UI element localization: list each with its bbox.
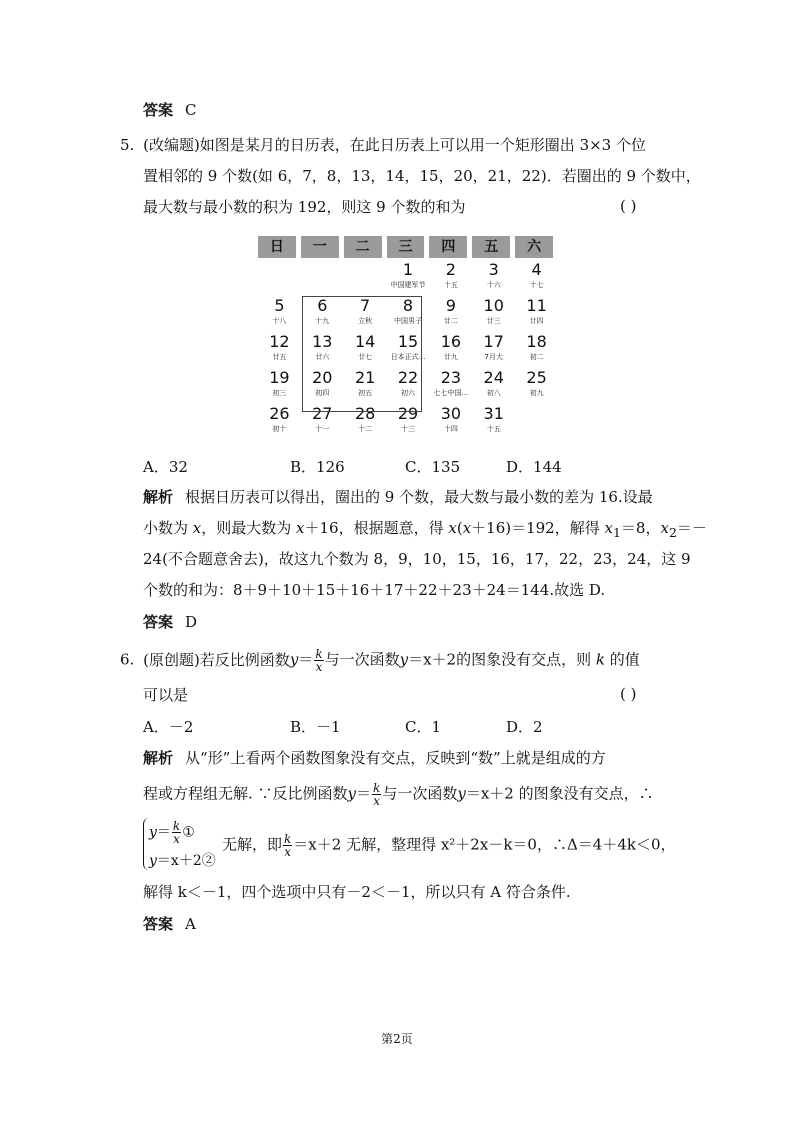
text: ＝x＋2	[408, 650, 457, 669]
calendar-day-cell	[387, 260, 430, 294]
option-a: A．－2	[143, 718, 194, 736]
calendar-day-cell	[515, 404, 558, 438]
solution-label: 解析	[143, 488, 174, 506]
answer-label: 答案	[143, 915, 174, 933]
text: ＝x＋2 的图象没有交点，∴	[465, 784, 654, 803]
solution-text: 根据日历表可以得出，圈出的 9 个数，最大数与最小数的差为 16.设最	[185, 488, 653, 506]
var-x: x	[296, 519, 305, 537]
lunar-label: 初二	[529, 353, 544, 361]
text: ＝	[156, 824, 171, 841]
calendar-day-cell	[515, 368, 558, 402]
text: ＝	[356, 784, 372, 803]
lunar-label: 十八	[272, 317, 287, 325]
day-number: 24	[483, 368, 504, 387]
lunar-label: 十三	[401, 425, 415, 433]
lunar-label: 初五	[358, 389, 373, 397]
day-number: 16	[440, 332, 462, 351]
day-number: 29	[397, 404, 419, 423]
lunar-label: 十七	[529, 281, 544, 289]
var-x: x	[448, 519, 457, 537]
calendar-week-row	[258, 260, 558, 294]
weekday-sat: 六	[515, 236, 553, 258]
lunar-label: 十一	[315, 425, 330, 433]
text: 程或方程组无解. ∵反比例函数	[143, 784, 348, 803]
option-b: B．－1	[290, 718, 341, 736]
day-number: 3	[488, 260, 499, 279]
text: ＋16)＝192，解得	[471, 519, 605, 537]
solution-5-line1	[143, 487, 653, 507]
lunar-label: 初八	[486, 389, 501, 397]
lunar-label: 初九	[529, 389, 544, 397]
solution-5-line3: 24(不合题意舍去)，故这九个数为 8，9，10，15，16，17，22，23，24，这 9	[143, 550, 691, 568]
text: ＝x＋2 无解，整理得 x²＋2x－k＝0，∴Δ＝4＋4k＜0，	[293, 835, 676, 854]
calendar-day-cell	[472, 332, 515, 366]
var-x2: x	[660, 519, 669, 537]
text: 与一次函数	[324, 650, 400, 669]
answer-value: C	[185, 101, 197, 119]
day-number: 25	[526, 368, 547, 387]
question-number: 5.	[120, 136, 135, 154]
denominator: x	[284, 845, 292, 859]
weekday-sun: 日	[258, 236, 296, 258]
calendar-day-cell	[515, 332, 558, 366]
lunar-label: 日本正式...	[390, 353, 426, 361]
option-a: A．32	[143, 458, 188, 476]
answer-value: D	[185, 613, 198, 631]
selection-rectangle	[302, 296, 422, 412]
var-x1: x	[604, 519, 613, 537]
day-number: 5	[274, 296, 285, 315]
lunar-label: 廿四	[529, 317, 544, 325]
text: 的图象没有交点，则	[456, 650, 592, 669]
weekday-tue: 二	[344, 236, 382, 258]
calendar-day-cell	[301, 260, 344, 294]
day-number: 4	[531, 260, 542, 279]
calendar-figure	[258, 236, 558, 438]
lunar-label: 7月大	[484, 353, 503, 361]
calendar-day-cell	[429, 332, 472, 366]
calendar-day-cell	[429, 404, 472, 438]
day-number: 20	[312, 368, 333, 387]
day-number: 11	[526, 296, 547, 315]
lunar-label: 十四	[443, 425, 458, 433]
answer-label: 答案	[143, 101, 174, 119]
solution-6-line3	[222, 833, 676, 858]
weekday-wed: 三	[387, 236, 425, 258]
lunar-label: 中国男子	[394, 317, 422, 325]
question-5-line3: 最大数与最小数的积为 192，则这 9 个数的和为	[143, 198, 466, 216]
calendar-day-cell	[258, 260, 301, 294]
lunar-label: 廿六	[315, 353, 330, 361]
answer-value: A	[185, 915, 196, 933]
day-number: 21	[354, 368, 376, 387]
lunar-label: 初十	[272, 425, 287, 433]
calendar-day-cell	[429, 368, 472, 402]
text: ＝－	[676, 519, 707, 537]
numerator: k	[172, 819, 181, 833]
subscript: 2	[668, 525, 677, 540]
option-c: C．1	[405, 718, 442, 736]
solution-label: 解析	[143, 749, 174, 767]
day-number: 18	[526, 332, 547, 351]
day-number: 9	[445, 296, 456, 315]
text: ＝8，	[620, 519, 661, 537]
var-y: y	[149, 853, 157, 869]
lunar-label: 初三	[272, 389, 287, 397]
day-number: 12	[269, 332, 290, 351]
option-c: C．135	[405, 458, 461, 476]
page-footer: 第2页	[381, 1032, 413, 1046]
day-number: 7	[360, 296, 371, 315]
question-6-line2: 可以是	[143, 686, 189, 704]
denominator: x	[373, 794, 381, 808]
calendar-day-cell	[472, 296, 515, 330]
day-number: 26	[269, 404, 290, 423]
question-6-line1	[120, 648, 640, 673]
day-number: 8	[402, 296, 414, 315]
day-number: 17	[483, 332, 504, 351]
lunar-label: 中国建军节	[390, 281, 426, 289]
solution-6-line4: 解得 k＜－1，四个选项中只有－2＜－1，所以只有 A 符合条件.	[143, 883, 571, 901]
numerator: k	[284, 832, 292, 846]
var-y: y	[457, 784, 466, 803]
lunar-label: 廿七	[358, 353, 373, 361]
fraction-k-over-x	[372, 782, 381, 807]
calendar-day-cell	[258, 368, 301, 402]
day-number: 30	[440, 404, 462, 423]
solution-5-line4: 个数的和为：8＋9＋10＋15＋16＋17＋22＋23＋24＝144.故选 D.	[143, 581, 606, 599]
question-number: 6.	[120, 650, 135, 669]
denominator: x	[315, 660, 323, 674]
var-y: y	[347, 784, 357, 803]
calendar-day-cell	[429, 296, 472, 330]
var-k: k	[595, 650, 605, 669]
weekday-thu: 四	[429, 236, 467, 258]
var-y: y	[399, 650, 409, 669]
calendar-day-cell	[258, 404, 301, 438]
option-d: D．2	[506, 718, 543, 736]
answer-a-line	[143, 914, 196, 934]
day-number: 19	[269, 368, 290, 387]
equation-2	[149, 850, 216, 870]
answer-paren: ( )	[620, 197, 637, 215]
calendar-day-cell	[258, 332, 301, 366]
var-x: x	[192, 519, 202, 537]
calendar-day-cell	[472, 260, 515, 294]
day-number: 28	[354, 404, 376, 423]
text: ＋16，根据题意，得	[304, 519, 449, 537]
text: 的值	[609, 650, 640, 669]
day-number: 13	[312, 332, 333, 351]
calendar-day-cell	[429, 260, 472, 294]
day-number: 22	[397, 368, 419, 387]
denominator: x	[173, 832, 180, 846]
fraction-k-over-x	[314, 648, 323, 673]
text: (	[456, 519, 463, 537]
solution-5-line2	[143, 518, 707, 543]
lunar-label: 立秋	[358, 317, 373, 325]
answer-c-line	[143, 100, 197, 120]
var-y: y	[149, 824, 157, 841]
lunar-label: 十九	[315, 317, 330, 325]
text: 与一次函数	[382, 784, 458, 803]
day-number: 10	[483, 296, 504, 315]
option-b: B．126	[290, 458, 345, 476]
var-x: x	[462, 519, 472, 537]
fraction-k-over-x	[172, 820, 181, 845]
day-number: 27	[312, 404, 333, 423]
question-5-line1	[120, 135, 646, 155]
calendar-day-cell	[515, 296, 558, 330]
lunar-label: 十二	[358, 425, 373, 433]
equation-system	[143, 818, 223, 872]
subscript: 1	[612, 525, 621, 540]
option-d: D．144	[506, 458, 562, 476]
lunar-label: 初六	[401, 389, 415, 397]
day-number: 6	[317, 296, 328, 315]
text: 无解，即	[222, 835, 283, 854]
calendar-day-cell	[344, 260, 387, 294]
day-number: 2	[445, 260, 456, 279]
numerator: k	[373, 781, 381, 795]
lunar-label: 廿九	[443, 353, 458, 361]
answer-paren: ( )	[620, 685, 637, 703]
lunar-label: 七七中国...	[433, 389, 469, 397]
lunar-label: 初四	[315, 389, 330, 397]
lunar-label: 十五	[443, 281, 458, 289]
day-number: 23	[440, 368, 462, 387]
calendar-day-cell	[472, 368, 515, 402]
day-number: 31	[483, 404, 504, 423]
solution-6-line1	[143, 748, 606, 768]
calendar-day-cell	[258, 296, 301, 330]
calendar-header	[258, 236, 558, 258]
text: 小数为	[143, 519, 193, 537]
lunar-label: 廿二	[443, 317, 458, 325]
text: (原创题)若反比例函数	[143, 650, 290, 669]
day-number: 1	[402, 260, 414, 279]
day-number: 14	[354, 332, 376, 351]
answer-label: 答案	[143, 613, 174, 631]
weekday-mon: 一	[301, 236, 339, 258]
numerator: k	[315, 647, 323, 661]
lunar-label: 十六	[486, 281, 501, 289]
equation-1	[149, 820, 195, 845]
text: ，则最大数为	[201, 519, 297, 537]
lunar-label: 廿三	[486, 317, 501, 325]
circled-1: ①	[182, 824, 195, 841]
day-number: 15	[397, 332, 419, 351]
question-5-line2: 置相邻的 9 个数(如 6，7，8，13，14，15，20，21，22)．若圈出的 9 个数中，	[143, 167, 701, 185]
var-y: y	[289, 650, 299, 669]
solution-6-line2	[143, 782, 654, 807]
answer-d-line	[143, 612, 197, 632]
question-5-text: (改编题)如图是某月的日历表，在此日历表上可以用一个矩形圈出 3×3 个位	[143, 136, 646, 154]
lunar-label: 廿五	[272, 353, 287, 361]
fraction-k-over-x	[283, 833, 292, 858]
weekday-fri: 五	[472, 236, 510, 258]
text: ＝x＋2②	[156, 853, 216, 869]
lunar-label: 十五	[486, 425, 501, 433]
solution-text: 从“形”上看两个函数图象没有交点，反映到“数”上就是组成的方	[185, 749, 606, 767]
text: ＝	[298, 650, 314, 669]
calendar-day-cell	[472, 404, 515, 438]
calendar-day-cell	[515, 260, 558, 294]
